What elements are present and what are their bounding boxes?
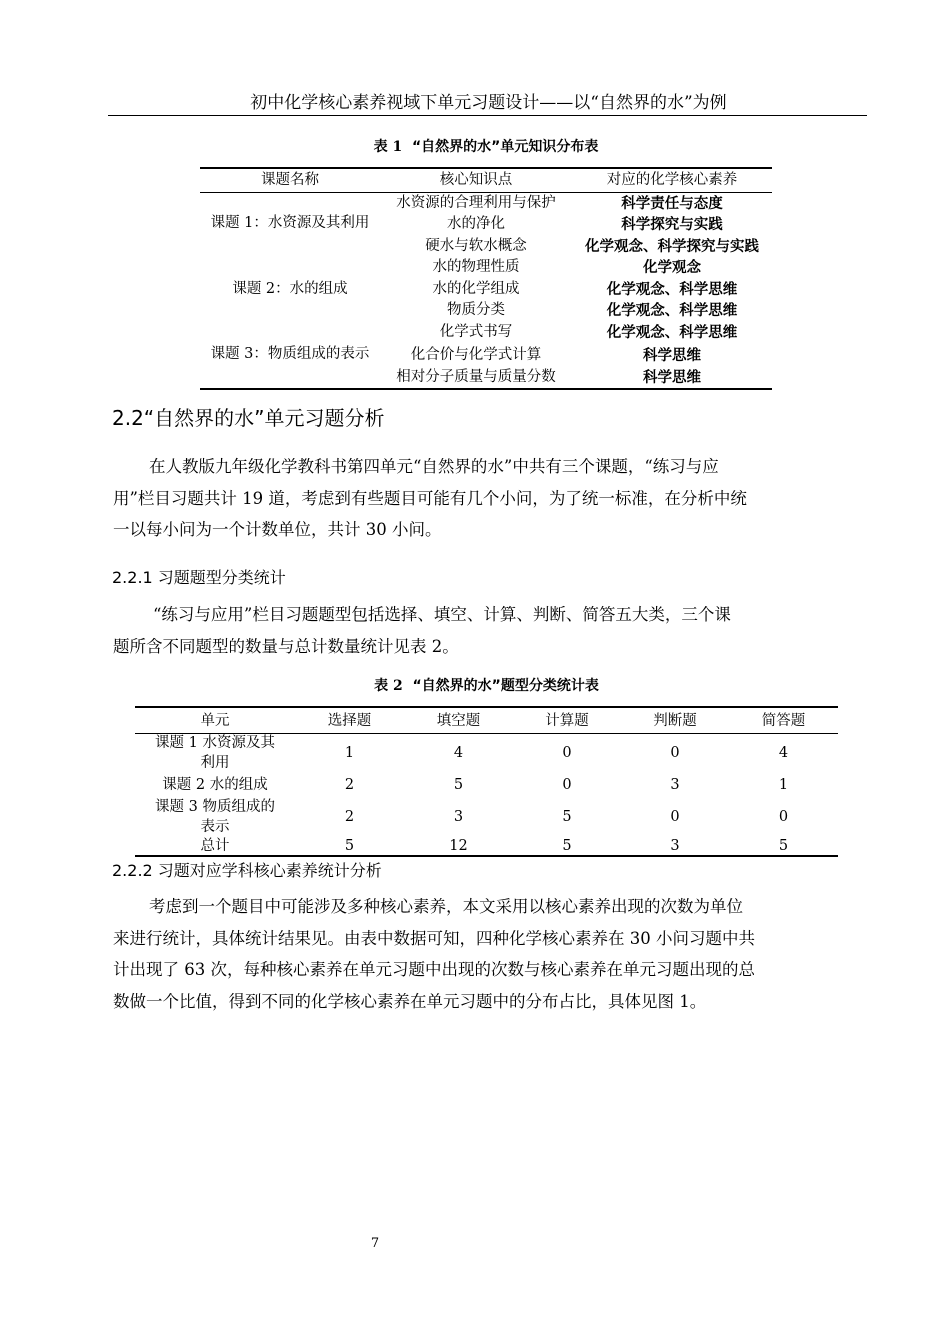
table2-header-judge: 判断题 [653, 713, 697, 729]
table2-row-1-short: 4 [778, 745, 789, 761]
table1-row-5-literacy: 化学观念、科学思维 [606, 282, 738, 298]
table1-header-literacy: 对应的化学核心素养 [606, 172, 738, 188]
table2-caption-text: “自然界的水”题型分类统计表 [412, 678, 599, 694]
section-2-2-1-paragraph [113, 599, 853, 662]
section-2-2-paragraph [113, 451, 853, 546]
table2-header-fill: 填空题 [436, 713, 481, 729]
section-2-2-line-3: 一以每小问为一个计数单位，共计 30 小问。 [113, 520, 442, 539]
table1-header-topic: 课题名称 [261, 172, 319, 188]
table2-row-3-judge: 0 [670, 809, 680, 825]
table2-row-2-short: 1 [778, 777, 789, 793]
table2-row-1-fill: 4 [453, 745, 464, 761]
table2-row-2-unit: 课题 2 水的组成 [162, 777, 268, 793]
table2-row-3-short: 0 [778, 809, 789, 825]
section-2-2-1-line-2: 题所含不同题型的数量与总计数量统计见表 2。 [113, 636, 459, 656]
table2-row-total-short: 5 [778, 838, 789, 854]
table1-group-3: 课题 3：物质组成的表示 [210, 346, 370, 362]
section-2-2-heading: 2.2“自然界的水”单元习题分析 [112, 406, 385, 430]
table2-header-calc: 计算题 [545, 713, 589, 729]
table2-row-3-calc: 5 [562, 809, 572, 825]
table2-top-rule [135, 706, 838, 708]
table1-caption-text: “自然界的水”单元知识分布表 [411, 139, 599, 155]
table1-row-8-literacy: 科学思维 [643, 348, 701, 364]
table1-top-rule [200, 167, 772, 169]
table2-caption [135, 676, 838, 696]
table2-row-3-unit: 课题 3 物质组成的 表示 [155, 799, 275, 835]
table2-bottom-rule [135, 855, 838, 857]
section-2-2-1-heading: 2.2.1 习题题型分类统计 [112, 568, 286, 587]
table1-row-3-literacy: 化学观念、科学探究与实践 [585, 239, 759, 255]
table1-bottom-rule [200, 388, 772, 390]
table1-row-6-point: 物质分类 [447, 302, 505, 318]
table1-row-1-point: 水资源的合理利用与保护 [396, 195, 556, 211]
table2-row-total-judge: 3 [670, 838, 680, 854]
table2-row-2-choice: 2 [344, 777, 355, 793]
table2-row-total-fill: 12 [449, 838, 468, 854]
table2-header-unit: 单元 [200, 713, 230, 729]
table2-row-2-calc: 0 [562, 777, 572, 793]
table1-group-1: 课题 1：水资源及其利用 [210, 215, 370, 231]
section-2-2-2-paragraph [113, 891, 853, 1017]
table2-row-total-unit: 总计 [200, 838, 230, 854]
table1-header-knowledge: 核心知识点 [439, 172, 513, 188]
section-2-2-line-1: 在人教版九年级化学教科书第四单元“自然界的水”中共有三个课题，“练习与应 [149, 457, 719, 476]
table1-row-4-literacy: 化学观念 [643, 260, 701, 276]
page-number: 7 [370, 1236, 380, 1251]
table2-caption-label: 表 2 [374, 678, 403, 694]
section-2-2-2-line-3: 计出现了 63 次，每种核心素养在单元习题中出现的次数与核心素养在单元习题出现的总 [113, 960, 755, 979]
table1-caption-label: 表 1 [373, 139, 403, 155]
table1-row-7-literacy: 化学观念、科学思维 [606, 325, 738, 341]
table2-row-total-calc: 5 [562, 838, 572, 854]
header-rule [108, 115, 867, 116]
table1-row-6-literacy: 化学观念、科学思维 [606, 303, 738, 319]
table1-row-5-point: 水的化学组成 [432, 281, 520, 297]
section-2-2-line-2: 用”栏目习题共计 19 道，考虑到有些题目可能有几个小问，为了统一标准，在分析中统 [113, 488, 747, 508]
section-2-2-2-heading: 2.2.2 习题对应学科核心素养统计分析 [112, 861, 382, 880]
table2-header-short: 简答题 [761, 713, 806, 729]
table2-row-1-calc: 0 [562, 745, 572, 761]
table1-row-1-literacy: 科学责任与态度 [621, 196, 723, 212]
table1-row-9-literacy: 科学思维 [643, 370, 701, 386]
running-header: 初中化学核心素养视域下单元习题设计——以“自然界的水”为例 [250, 93, 727, 113]
table2-row-2-fill: 5 [453, 777, 464, 793]
table1-row-9-point: 相对分子质量与质量分数 [396, 369, 556, 385]
section-2-2-2-line-1: 考虑到一个题目中可能涉及多种核心素养，本文采用以核心素养出现的次数为单位 [149, 897, 743, 916]
table2-row-1-unit: 课题 1 水资源及其 利用 [155, 735, 275, 771]
table1-row-8-point: 化合价与化学式计算 [410, 347, 542, 363]
table1-row-2-point: 水的净化 [447, 216, 505, 232]
table2-row-1-judge: 0 [670, 745, 680, 761]
table1-row-7-point: 化学式书写 [439, 324, 513, 340]
section-2-2-1-line-1: “练习与应用”栏目习题题型包括选择、填空、计算、判断、简答五大类，三个课 [153, 605, 731, 624]
section-2-2-2-line-4: 数做一个比值，得到不同的化学核心素养在单元习题中的分布占比，具体见图 1。 [113, 991, 707, 1011]
table2-row-2-judge: 3 [670, 777, 680, 793]
table2-row-1-choice: 1 [344, 745, 355, 761]
table2-row-3-fill: 3 [453, 809, 464, 825]
table2-header-choice: 选择题 [327, 713, 372, 729]
table1-group-2: 课题 2：水的组成 [232, 281, 348, 297]
table1-row-4-point: 水的物理性质 [432, 259, 520, 275]
section-2-2-2-line-2: 来进行统计，具体统计结果见。由表中数据可知，四种化学核心素养在 30 小问习题中共 [113, 928, 755, 948]
table1-row-2-literacy: 科学探究与实践 [621, 217, 723, 233]
table2-row-3-choice: 2 [344, 809, 355, 825]
table1-caption [200, 137, 772, 157]
table1-row-3-point: 硬水与软水概念 [425, 238, 527, 254]
table2-row-total-choice: 5 [344, 838, 355, 854]
